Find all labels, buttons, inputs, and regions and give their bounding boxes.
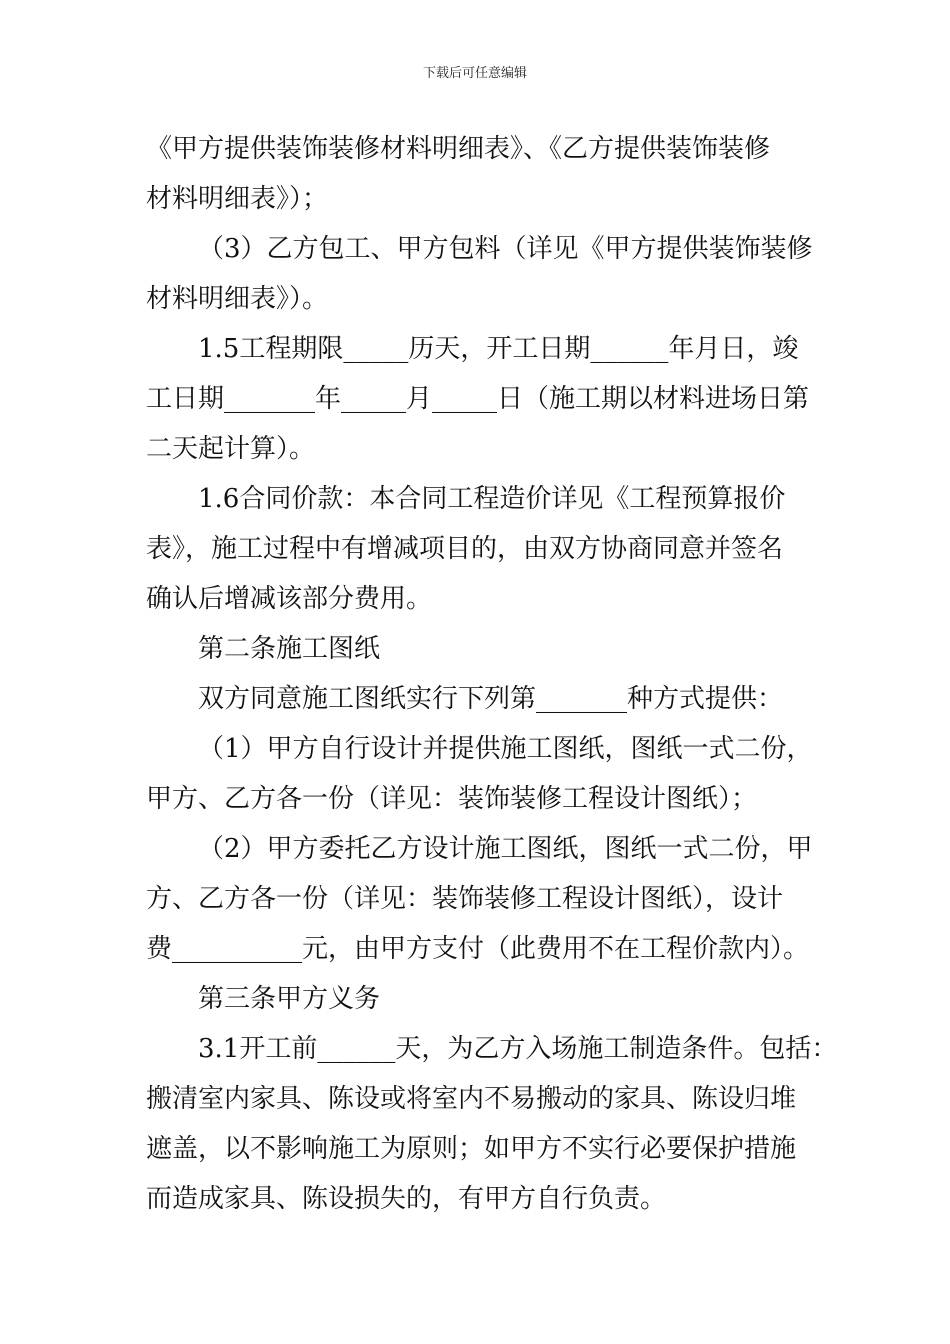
section-heading: 第三条甲方义务 [198, 984, 381, 1014]
text-line: 材料明细表》）； [146, 184, 329, 214]
text-line: 工日期_______年_____月_____日（施工期以材料进场日第 [146, 384, 810, 414]
text-line: 材料明细表》）。 [146, 284, 329, 314]
text-line: 搬清室内家具、陈设或将室内不易搬动的家具、陈设归堆 [146, 1084, 797, 1114]
text-line: 双方同意施工图纸实行下列第_______种方式提供： [198, 684, 784, 714]
text-line: 1.5工程期限_____历天，开工日期______年月日，竣 [198, 334, 799, 364]
text-line: （2）甲方委托乙方设计施工图纸，图纸一式二份，甲 [198, 834, 813, 864]
text-line: 《甲方提供装饰装修材料明细表》、《乙方提供装饰装修 [146, 134, 771, 164]
text-line: 遮盖，以不影响施工为原则；如甲方不实行必要保护措施 [146, 1134, 797, 1164]
text-line: （1）甲方自行设计并提供施工图纸，图纸一式二份， [198, 734, 813, 764]
text-line: 甲方、乙方各一份（详见：装饰装修工程设计图纸）； [146, 784, 758, 814]
text-line: 而造成家具、陈设损失的，有甲方自行负责。 [146, 1184, 667, 1214]
text-line: 1.6合同价款：本合同工程造价详见《工程预算报价 [198, 484, 786, 514]
text-line: 方、乙方各一份（详见：装饰装修工程设计图纸），设计 [146, 884, 784, 914]
section-heading: 第二条施工图纸 [198, 634, 381, 664]
page-header: 下载后可任意编辑 [422, 66, 527, 81]
document-body [146, 124, 838, 1224]
text-line: 二天起计算）。 [146, 434, 316, 464]
text-line: （3）乙方包工、甲方包料（详见《甲方提供装饰装修 [198, 234, 813, 264]
text-line: 3.1开工前______天，为乙方入场施工制造条件。包括： [198, 1034, 838, 1064]
text-line: 表》，施工过程中有增减项目的，由双方协商同意并签名 [146, 534, 784, 564]
text-line: 费__________元，由甲方支付（此费用不在工程价款内）。 [146, 934, 810, 964]
text-line: 确认后增减该部分费用。 [146, 584, 433, 614]
